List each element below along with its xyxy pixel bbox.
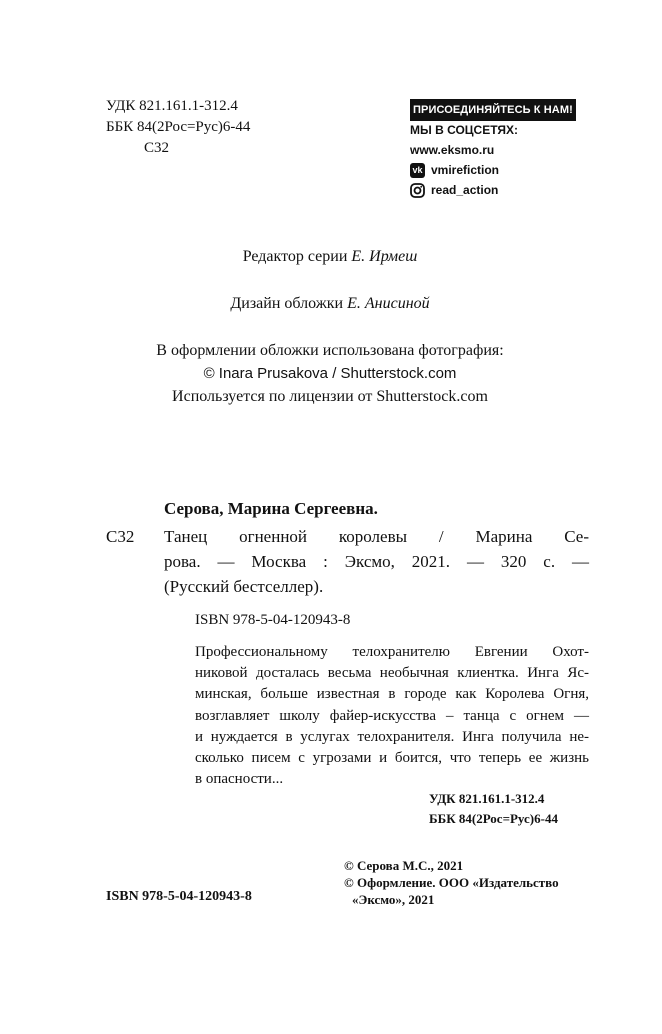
social-subtitle: МЫ В СОЦСЕТЯХ: [410,123,519,137]
author-mark: С32 [144,140,170,156]
desc-line: рова. — Москва : Эксмо, 2021. — 320 с. — [164,552,589,571]
annotation-line: сколько писем с угрозами и боится, что теперь ее жизнь [195,750,589,767]
catalog-udk: УДК 821.161.1-312.4 [429,791,545,806]
instagram-icon [410,183,425,198]
vk-icon: vk [410,163,425,178]
designer-name: Е. Анисиной [347,295,430,312]
photo-credit [60,339,600,408]
editor-name: Е. Ирмеш [351,248,418,265]
editor-credit: Редактор серии Е. Ирмеш [242,248,418,265]
join-banner: ПРИСОЕДИНЯЙТЕСЬ К НАМ! [410,99,576,121]
annotation-line: Профессиональному телохранителю Евгении Охот- [195,644,589,660]
catalog-description [164,524,589,599]
bbk-code: ББК 84(2Рос=Рус)6-44 [106,119,251,135]
annotation-line: в опасности... [195,771,284,788]
design-credit: Дизайн обложки Е. Анисиной [230,295,430,312]
isbn-bottom: ISBN 978-5-04-120943-8 [106,889,252,904]
catalog-isbn: ISBN 978-5-04-120943-8 [195,612,351,628]
photo-credit-line3: Используется по лицензии от Shutterstock.com [172,388,488,405]
annotation [195,642,589,790]
instagram-handle: read_action [431,183,499,197]
site-link[interactable]: www.eksmo.ru [410,143,495,157]
copyright-author: © Серова М.С., 2021 [344,858,464,873]
photo-credit-line1: В оформлении обложки использована фотография: [156,342,504,359]
udk-code: УДК 821.161.1-312.4 [106,98,238,114]
vk-handle: vmirefiction [431,163,500,177]
annotation-line: никовой досталась весьма необычная клиентка. Инга Яс- [195,665,589,682]
catalog-classification [429,789,558,829]
copyright-block [344,857,559,908]
annotation-line: минская, больше известная в городе как Королева Огня, [195,686,589,703]
classification-block [106,96,250,159]
desc-line: Танец огненной королевы / Марина Се- [164,527,589,546]
annotation-line: и нуждается в услугах телохранителя. Инга получила не- [195,728,589,745]
instagram-link[interactable] [410,180,586,200]
catalog-author: Серова, Марина Сергеевна. [164,499,378,518]
vk-link[interactable] [410,160,586,180]
catalog-code: С32 [106,527,135,546]
catalog-bbk: ББК 84(2Рос=Рус)6-44 [429,811,558,826]
copyright-publisher: «Эксмо», 2021 [352,892,435,907]
copyright-design: © Оформление. ООО «Издательство [344,875,559,890]
photo-credit-line2: © Inara Prusakova / Shutterstock.com [203,365,457,382]
annotation-line: возглавляет школу файер-искусства – танца с огнем — [195,707,589,724]
social-block [410,100,586,200]
desc-line: (Русский бестселлер). [164,577,324,596]
